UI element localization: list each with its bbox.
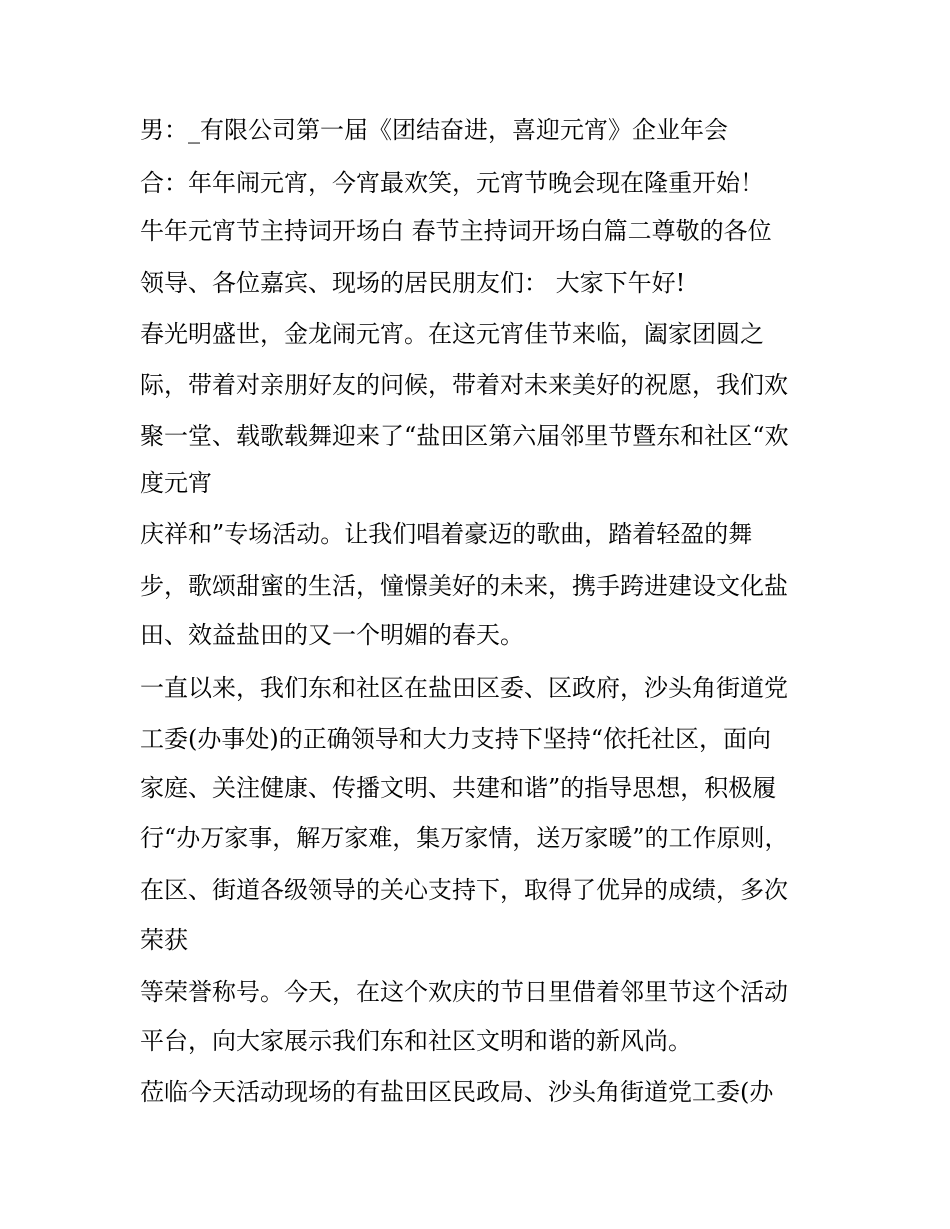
text-line: 荣获 [140, 926, 188, 954]
text-line: 工委(办事处)的正确领导和大力支持下坚持“依托社区，面向 [140, 725, 771, 753]
text-line: 行“办万家事，解万家难，集万家情，送万家暖”的工作原则， [140, 824, 789, 852]
text-line: 步，歌颂甜蜜的生活，憧憬美好的未来，携手跨进建设文化盐 [140, 572, 788, 600]
text-line: 际，带着对亲朋好友的问候，带着对未来美好的祝愿，我们欢 [140, 371, 788, 399]
text-line: 牛年元宵节主持词开场白 春节主持词开场白篇二尊敬的各位 [140, 217, 772, 245]
text-line: 男：_有限公司第一届《团结奋进，喜迎元宵》企业年会 [140, 116, 728, 144]
text-line: 春光明盛世，金龙闹元宵。在这元宵佳节来临，阖家团圆之 [140, 320, 764, 348]
text-line: 领导、各位嘉宾、现场的居民朋友们： 大家下午好! [140, 269, 686, 297]
text-line: 平台，向大家展示我们东和社区文明和谐的新风尚。 [140, 1027, 692, 1055]
text-line: 家庭、关注健康、传播文明、共建和谐”的指导思想，积极履 [140, 774, 777, 802]
text-line: 莅临今天活动现场的有盐田区民政局、沙头角街道党工委(办 [140, 1078, 774, 1106]
text-line: 等荣誉称号。今天，在这个欢庆的节日里借着邻里节这个活动 [140, 978, 788, 1006]
text-line: 聚一堂、载歌载舞迎来了“盐田区第六届邻里节暨东和社区“欢 [140, 422, 789, 450]
text-line: 庆祥和”专场活动。让我们唱着豪迈的歌曲，踏着轻盈的舞 [140, 520, 753, 548]
text-line: 田、效益盐田的又一个明媚的春天。 [140, 621, 524, 649]
text-line: 一直以来，我们东和社区在盐田区委、区政府，沙头角街道党 [140, 674, 788, 702]
text-line: 度元宵 [140, 469, 212, 497]
text-line: 在区、街道各级领导的关心支持下，取得了优异的成绩，多次 [140, 876, 788, 904]
text-line: 合：年年闹元宵，今宵最欢笑，元宵节晚会现在隆重开始！ [140, 169, 764, 197]
